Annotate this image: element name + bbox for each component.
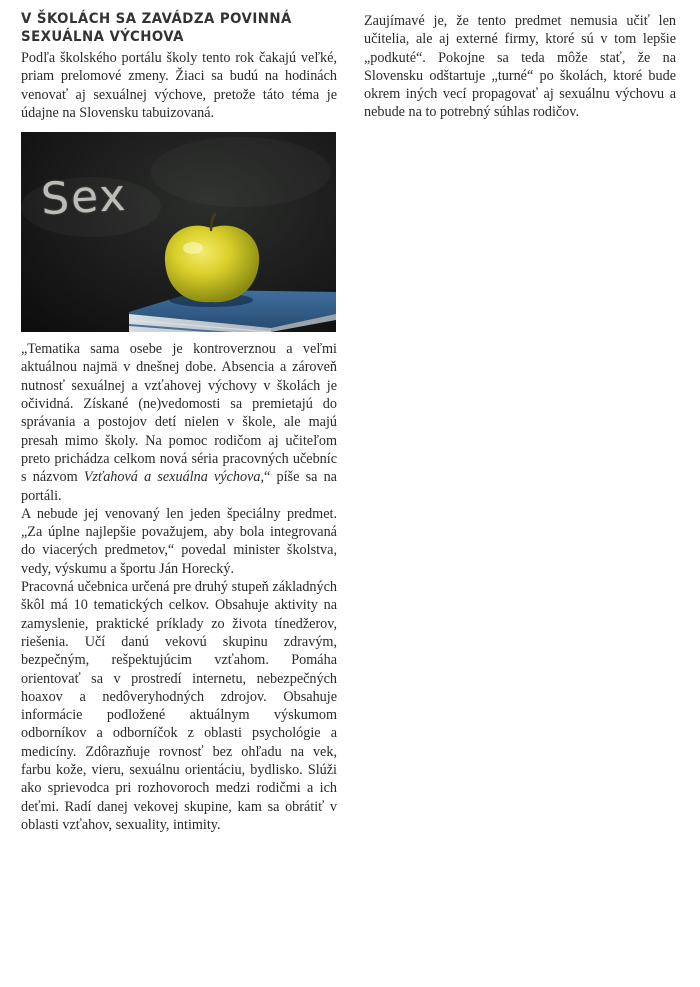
headline-line-2: SEXUÁLNA VÝCHOVA bbox=[21, 29, 184, 45]
quote-text-end: “ píše sa na portáli. bbox=[21, 469, 337, 504]
quote-text-start: „Tematika sama osebe je kontroverznou a veľmi aktuálnou najmä v dnešnej dobe. Absencia a zároveň nutnosť sexuálnej a vzťahovej výchovy v školách je očividná. Získané (ne)vedomosti sa premietajú do správania a postojov detí nielen v škole, ale majú presah mimo školy. Na pomoc rodičom aj učiteľom preto prichádza celkom nová séria pracovných učebníc s názvom bbox=[21, 341, 337, 486]
apple-on-books-photo bbox=[21, 132, 336, 332]
apple-shape bbox=[165, 226, 259, 303]
article-right-column bbox=[364, 12, 676, 122]
article-quote-paragraph bbox=[21, 340, 337, 505]
photo-illustration bbox=[21, 132, 336, 332]
chalk-text: Sex bbox=[39, 169, 129, 226]
article-paragraph-2: A nebude jej venovaný len jeden špeciálny predmet. „Za úplne najlepšie považujem, aby bola integrovaná do viacerých predmetov,“ povedal minister školstva, vedy, výskumu a športu Ján Horecký. bbox=[21, 505, 337, 577]
article-left-column bbox=[21, 10, 337, 834]
article-intro: Podľa školského portálu školy tento rok čakajú veľké, priam prelomové zmeny. Žiaci sa budú na hodinách venovať aj sexuálnej výchove, pretože táto téma je údajne na Slovensku tabuizovaná. bbox=[21, 50, 337, 121]
article-right-paragraph: Zaujímavé je, že tento predmet nemusia učiť len učitelia, ale aj externé firmy, ktoré sú v tom lepšie „podkuté“. Pokojne sa teda môže stať, že na Slovensku odštartuje „turné“ po školách, ktoré bude okrem iných vecí propagovať aj sexuálnu výchovu a nebude na to potrebný súhlas rodičov. bbox=[364, 13, 676, 121]
textbook-title: Vzťahová a sexuálna výchova, bbox=[83, 469, 265, 486]
headline-line-1: V ŠKOLÁCH SA ZAVÁDZA POVINNÁ bbox=[21, 11, 292, 27]
article-headline bbox=[21, 10, 334, 46]
article-paragraph-3: Pracovná učebnica určená pre druhý stupeň základných škôl má 10 tematických celkov. Obsahuje aktivity na zamyslenie, praktické príklady zo života tínedžerov, riešenia. Učí danú vekovú skupinu zdravým, bezpečným, rešpektujúcim vzťahom. Pomáha orientovať sa v prostredí internetu, nebezpečných hoaxov a nedôveryhodných zdrojov. Obsahuje informácie podložené aktuálnym výskumom odborníkov a odborníčok z oblasti psychológie a medicíny. Zdôrazňuje rovnosť bez ohľadu na vek, farbu kože, vieru, sexuálnu orientáciu, bydlisko. Slúži ako sprievodca pri rozhovoroch medzi rodičmi a ich deťmi. Radí danej vekovej skupine, kam sa obrátiť v oblasti vzťahov, sexuality, intimity. bbox=[21, 579, 337, 833]
